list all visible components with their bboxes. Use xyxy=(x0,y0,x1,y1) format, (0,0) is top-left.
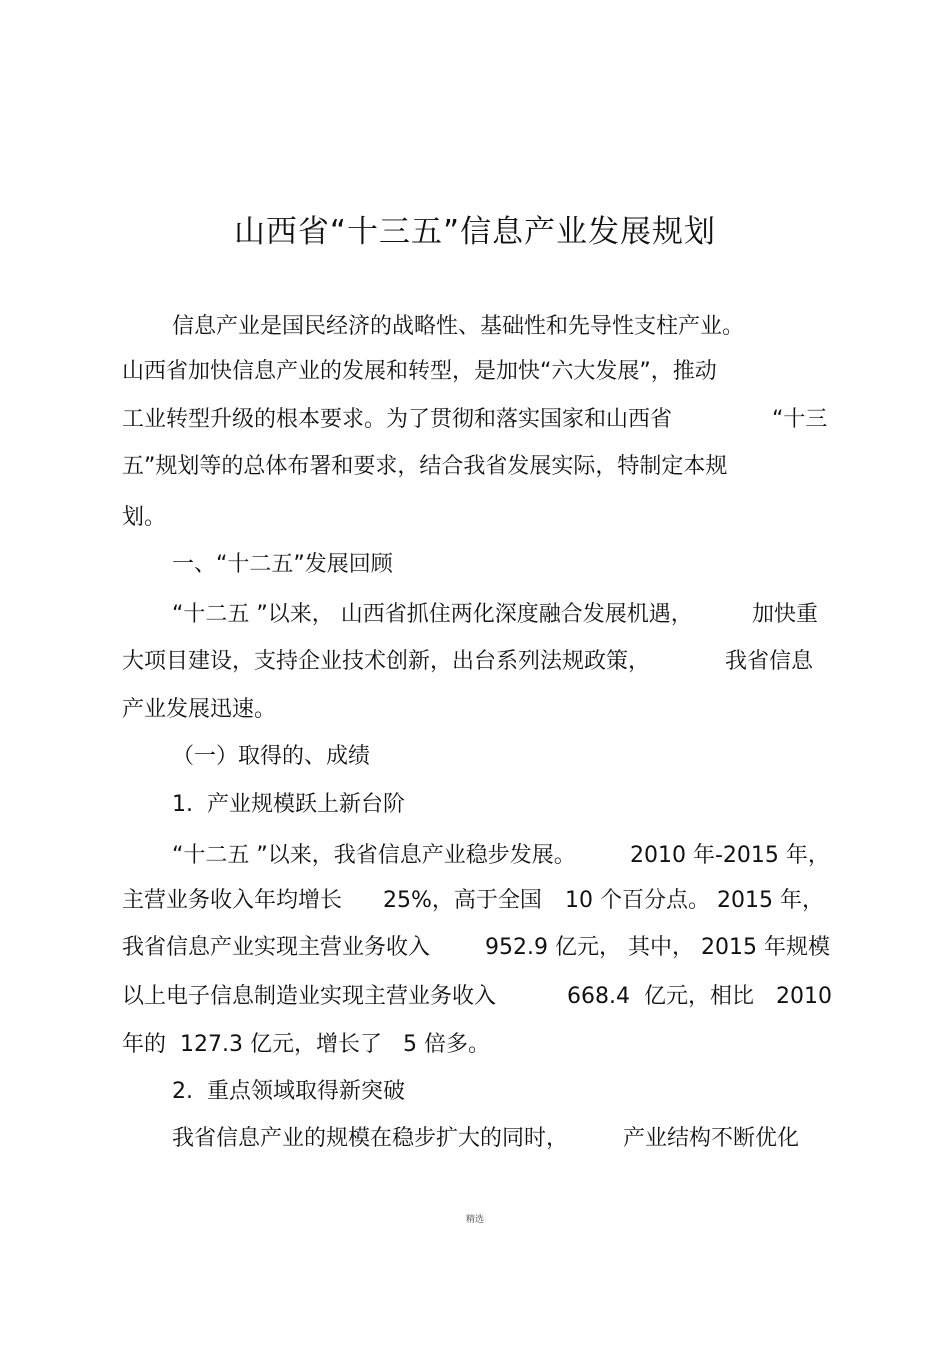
paragraph-line: 668.4 亿元，相比 xyxy=(567,984,754,1009)
paragraph-line: 产业结构不断优化 xyxy=(623,1126,800,1151)
paragraph-line: 以上电子信息制造业实现主营业务收入 xyxy=(122,984,497,1009)
page-footer: 精选 xyxy=(465,1215,484,1225)
paragraph-line: 我省信息产业的规模在稳步扩大的同时， xyxy=(172,1126,569,1151)
paragraph-line: 我省信息 xyxy=(725,649,814,674)
paragraph-line: 主营业务收入年均增长 xyxy=(122,888,343,913)
subsection-heading: 2. 重点领域取得新突破 xyxy=(172,1079,405,1104)
paragraph-line: 952.9 亿元， 其中， 2015 年规模 xyxy=(485,935,830,960)
subsection-heading: （一）取得的、成绩 xyxy=(172,744,371,769)
paragraph-line: 信息产业是国民经济的战略性、基础性和先导性支柱产业。 xyxy=(172,314,745,339)
paragraph-line: “十二五 ”以来， 山西省抓住两化深度融合发展机遇， xyxy=(172,602,693,627)
paragraph-line: 山西省加快信息产业的发展和转型，是加快“六大发展”，推动 xyxy=(122,359,717,384)
paragraph-line: 产业发展迅速。 xyxy=(122,697,277,722)
section-heading: 一、“十二五”发展回顾 xyxy=(172,552,393,577)
subsection-heading: 1. 产业规模跃上新台阶 xyxy=(172,792,405,817)
paragraph-line: 工业转型升级的根本要求。为了贯彻和落实国家和山西省 xyxy=(122,407,673,432)
paragraph-line: 2010 xyxy=(776,984,832,1009)
paragraph-line: 加快重 xyxy=(752,602,819,627)
paragraph-line: 年的 127.3 亿元，增长了 xyxy=(122,1032,382,1057)
paragraph-line: 2010 年-2015 年， xyxy=(630,843,830,868)
paragraph-line: “十二五 ”以来，我省信息产业稳步发展。 xyxy=(172,843,576,868)
paragraph-line: 25%，高于全国 xyxy=(383,888,542,913)
paragraph-line: 划。 xyxy=(122,505,167,530)
paragraph-line: 大项目建设，支持企业技术创新，出台系列法规政策， xyxy=(122,649,651,674)
paragraph-line: 10 个百分点。 2015 年， xyxy=(565,888,824,913)
paragraph-line: 五”规划等的总体布署和要求，结合我省发展实际，特制定本规 xyxy=(122,454,728,479)
paragraph-line: 5 倍多。 xyxy=(403,1032,490,1057)
paragraph-line: 我省信息产业实现主营业务收入 xyxy=(122,935,431,960)
document-title: 山西省“十三五”信息产业发展规划 xyxy=(233,214,717,250)
paragraph-line: “十三 xyxy=(772,407,828,432)
